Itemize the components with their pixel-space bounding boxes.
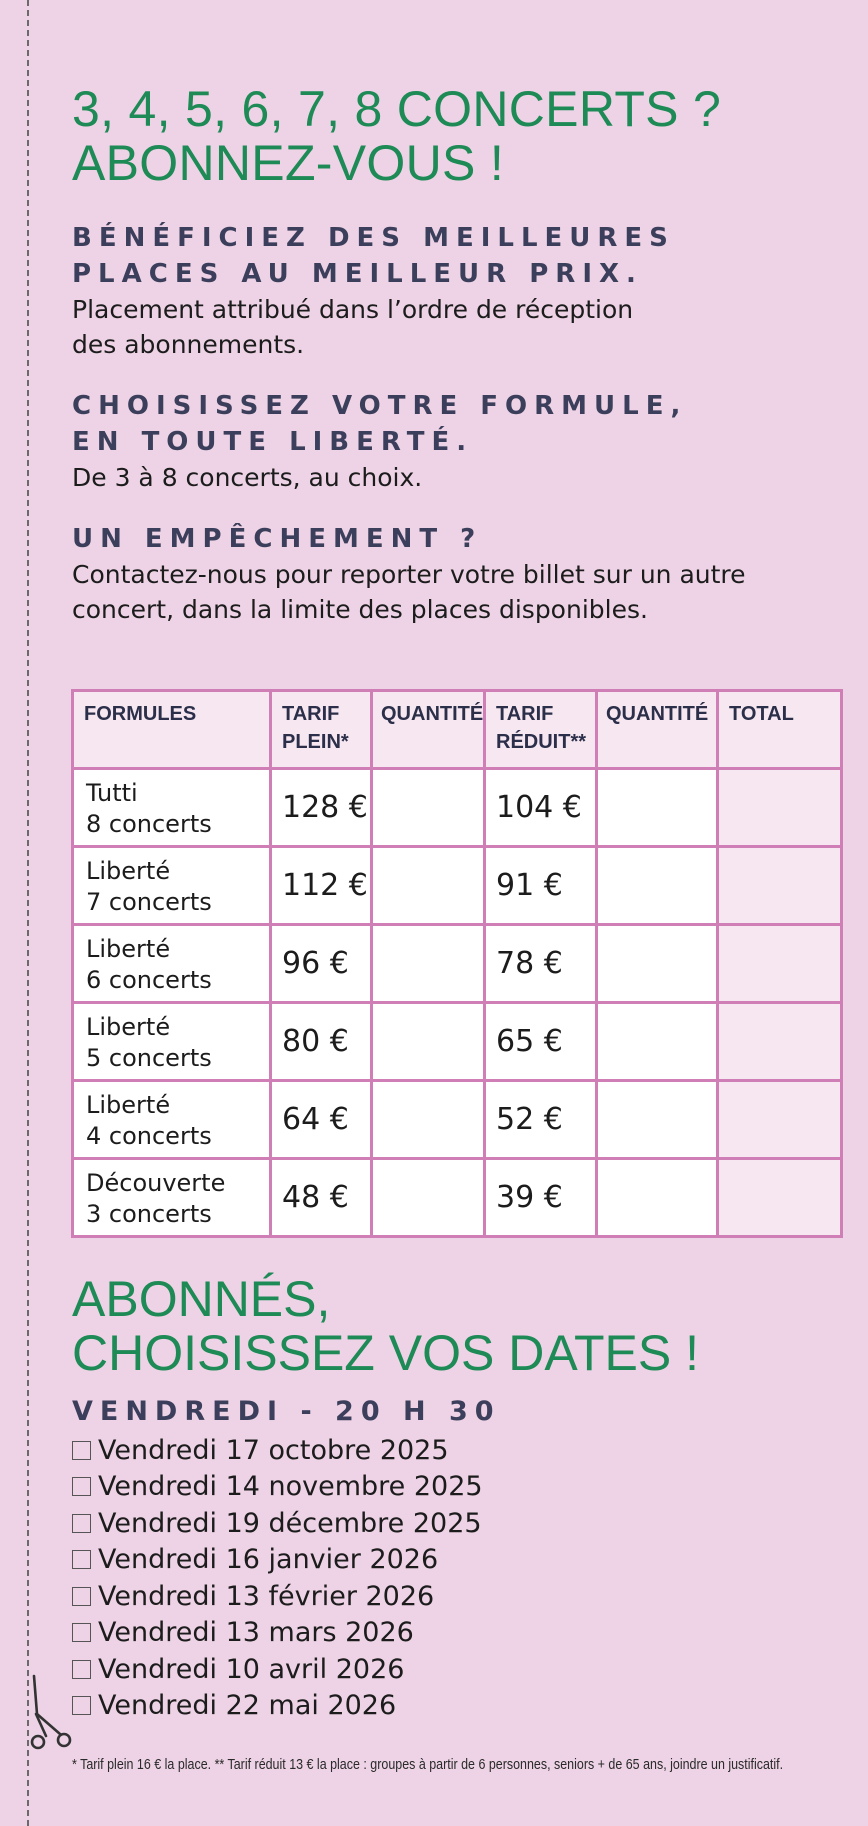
date-option[interactable]	[72, 1432, 842, 1469]
cancellation-heading-line1: UN EMPÊCHEMENT ?	[72, 524, 483, 554]
quantity-plein-field[interactable]	[372, 925, 485, 1003]
date-checkbox[interactable]	[72, 1441, 91, 1460]
header-quantite-plein: QUANTITÉ	[372, 691, 485, 769]
cancellation-text-line1: Contactez-nous pour reporter votre billet sur un autre	[72, 560, 746, 589]
header-total: TOTAL	[718, 691, 842, 769]
table-row	[73, 1003, 842, 1081]
cancellation-heading	[72, 521, 842, 557]
header-formules: FORMULES	[73, 691, 271, 769]
cancellation-text	[72, 557, 842, 627]
benefits-heading	[72, 220, 842, 292]
table-row	[73, 847, 842, 925]
total-field[interactable]	[718, 847, 842, 925]
footnote: * Tarif plein 16 € la place. ** Tarif réduit 13 € la place : groupes à partir de 6 personnes, seniors + de 65 ans, joindre un justificatif.	[72, 1757, 784, 1773]
benefits-heading-line1: BÉNÉFICIEZ DES MEILLEURES	[72, 223, 675, 253]
main-title-line2: ABONNEZ-VOUS !	[72, 135, 505, 191]
date-label: Vendredi 16 janvier 2026	[98, 1544, 439, 1576]
date-checkbox[interactable]	[72, 1660, 91, 1679]
benefits-section	[72, 220, 842, 362]
date-list	[72, 1432, 842, 1724]
total-field[interactable]	[718, 1003, 842, 1081]
quantity-reduit-field[interactable]	[597, 847, 718, 925]
tarif-reduit-cell: 39 €	[485, 1159, 597, 1237]
quantity-reduit-field[interactable]	[597, 925, 718, 1003]
date-option[interactable]	[72, 1578, 842, 1615]
tarif-plein-cell: 64 €	[271, 1081, 372, 1159]
date-label: Vendredi 14 novembre 2025	[98, 1471, 483, 1503]
total-field[interactable]	[718, 769, 842, 847]
quantity-reduit-field[interactable]	[597, 1003, 718, 1081]
quantity-plein-field[interactable]	[372, 1003, 485, 1081]
date-option[interactable]	[72, 1688, 842, 1725]
date-checkbox[interactable]	[72, 1514, 91, 1533]
formula-text-line1: De 3 à 8 concerts, au choix.	[72, 463, 423, 492]
formula-section	[72, 388, 842, 495]
tarif-plein-cell: 48 €	[271, 1159, 372, 1237]
date-option[interactable]	[72, 1469, 842, 1506]
dates-section	[72, 1272, 842, 1724]
table-row	[73, 1159, 842, 1237]
quantity-plein-field[interactable]	[372, 1159, 485, 1237]
formula-heading-line2: EN TOUTE LIBERTÉ.	[72, 427, 474, 457]
benefits-text-line2: des abonnements.	[72, 330, 305, 359]
quantity-plein-field[interactable]	[372, 1081, 485, 1159]
formula-name-cell: Tutti 8 concerts	[73, 769, 271, 847]
date-option[interactable]	[72, 1542, 842, 1579]
date-option[interactable]	[72, 1505, 842, 1542]
date-option[interactable]	[72, 1615, 842, 1652]
table-row	[73, 769, 842, 847]
benefits-heading-line2: PLACES AU MEILLEUR PRIX.	[72, 259, 643, 289]
total-field[interactable]	[718, 1159, 842, 1237]
date-label: Vendredi 10 avril 2026	[98, 1653, 405, 1685]
date-checkbox[interactable]	[72, 1477, 91, 1496]
tarif-reduit-cell: 65 €	[485, 1003, 597, 1081]
cut-line	[27, 0, 29, 1826]
formula-text	[72, 460, 842, 495]
date-label: Vendredi 13 mars 2026	[98, 1617, 414, 1649]
subscription-table	[71, 689, 843, 1238]
quantity-plein-field[interactable]	[372, 769, 485, 847]
benefits-text	[72, 292, 842, 362]
date-checkbox[interactable]	[72, 1696, 91, 1715]
tarif-plein-cell: 96 €	[271, 925, 372, 1003]
total-field[interactable]	[718, 1081, 842, 1159]
dates-title	[72, 1272, 842, 1380]
header-tarif-plein: TARIF PLEIN*	[271, 691, 372, 769]
benefits-text-line1: Placement attribué dans l’ordre de réception	[72, 295, 634, 324]
date-checkbox[interactable]	[72, 1587, 91, 1606]
total-field[interactable]	[718, 925, 842, 1003]
quantity-reduit-field[interactable]	[597, 769, 718, 847]
table-row	[73, 1081, 842, 1159]
tarif-plein-cell: 112 €	[271, 847, 372, 925]
dates-title-line1: ABONNÉS,	[72, 1271, 331, 1327]
formula-name-cell: Découverte 3 concerts	[73, 1159, 271, 1237]
date-option[interactable]	[72, 1651, 842, 1688]
date-label: Vendredi 17 octobre 2025	[98, 1434, 449, 1466]
cancellation-section	[72, 521, 842, 627]
tarif-reduit-cell: 78 €	[485, 925, 597, 1003]
quantity-reduit-field[interactable]	[597, 1081, 718, 1159]
scissors-icon	[24, 1674, 72, 1750]
dates-title-line2: CHOISISSEZ VOS DATES !	[72, 1325, 699, 1381]
main-title	[72, 82, 842, 190]
date-label: Vendredi 13 février 2026	[98, 1580, 435, 1612]
formula-name-cell: Liberté 6 concerts	[73, 925, 271, 1003]
header-quantite-reduit: QUANTITÉ	[597, 691, 718, 769]
formula-name-cell: Liberté 4 concerts	[73, 1081, 271, 1159]
tarif-reduit-cell: 52 €	[485, 1081, 597, 1159]
dates-heading: VENDREDI - 20 H 30	[72, 1396, 501, 1427]
formula-heading-line1: CHOISISSEZ VOTRE FORMULE,	[72, 391, 688, 421]
intro-content	[72, 82, 842, 627]
quantity-reduit-field[interactable]	[597, 1159, 718, 1237]
cancellation-text-line2: concert, dans la limite des places disponibles.	[72, 595, 648, 624]
formula-name-cell: Liberté 5 concerts	[73, 1003, 271, 1081]
table-header-row	[73, 691, 842, 769]
tarif-plein-cell: 80 €	[271, 1003, 372, 1081]
date-label: Vendredi 22 mai 2026	[98, 1690, 397, 1722]
table-row	[73, 925, 842, 1003]
header-tarif-reduit: TARIF RÉDUIT**	[485, 691, 597, 769]
formula-name-cell: Liberté 7 concerts	[73, 847, 271, 925]
tarif-reduit-cell: 91 €	[485, 847, 597, 925]
formula-heading	[72, 388, 842, 460]
main-title-line1: 3, 4, 5, 6, 7, 8 CONCERTS ?	[72, 81, 722, 137]
date-checkbox[interactable]	[72, 1550, 91, 1569]
date-checkbox[interactable]	[72, 1623, 91, 1642]
date-label: Vendredi 19 décembre 2025	[98, 1507, 482, 1539]
quantity-plein-field[interactable]	[372, 847, 485, 925]
tarif-reduit-cell: 104 €	[485, 769, 597, 847]
tarif-plein-cell: 128 €	[271, 769, 372, 847]
